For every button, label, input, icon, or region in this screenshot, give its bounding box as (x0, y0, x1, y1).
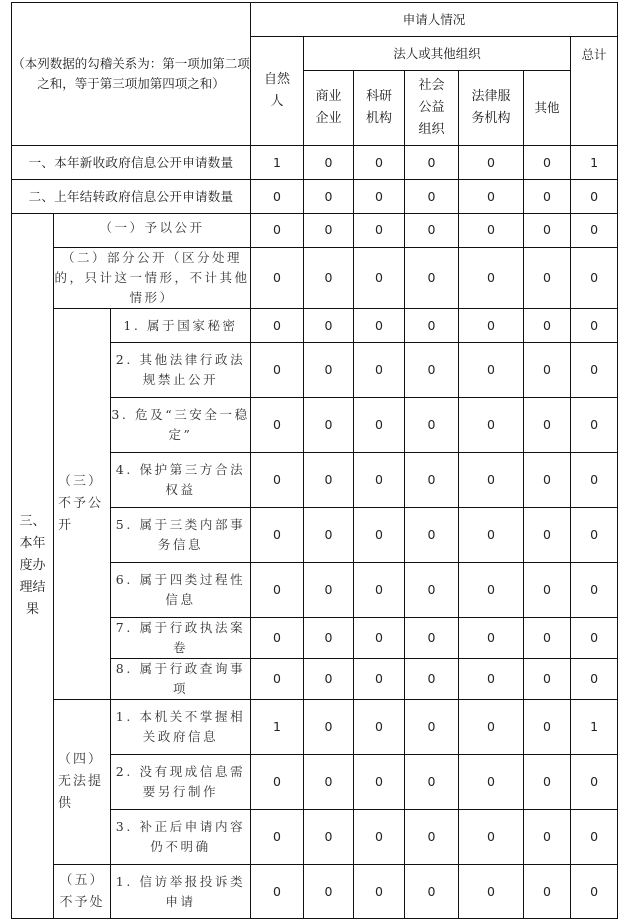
cell-value: 0 (405, 755, 459, 810)
cell-value: 1 (571, 700, 618, 755)
cell-value: 0 (405, 618, 459, 659)
cell-value: 0 (459, 453, 524, 508)
cell-value: 0 (304, 343, 354, 398)
cell-value: 0 (571, 508, 618, 563)
results-label: 三、本年度办理结果 (19, 514, 46, 617)
col-header-other: 其他 (524, 71, 571, 146)
table-row (12, 700, 618, 755)
cell-value: 0 (571, 618, 618, 659)
cell-value: 0 (304, 453, 354, 508)
cell-value: 0 (571, 659, 618, 700)
row-label: 6. 属于四类过程性信息 (111, 563, 251, 618)
cell-value: 0 (524, 755, 571, 810)
cell-value: 0 (354, 755, 405, 810)
group-label: （三）不予公开 (58, 474, 104, 533)
cell-value: 0 (459, 700, 524, 755)
cell-value: 0 (571, 309, 618, 343)
cell-value: 0 (571, 343, 618, 398)
cell-value: 0 (459, 180, 524, 214)
cell-value: 0 (251, 755, 304, 810)
table-row (12, 214, 618, 248)
cell-value: 0 (304, 563, 354, 618)
cell-value: 0 (304, 146, 354, 180)
header-row-1 (12, 3, 618, 37)
cell-value: 0 (459, 343, 524, 398)
group-label: （五）不予处 (59, 872, 105, 910)
cell-value: 0 (251, 865, 304, 919)
cell-value: 0 (251, 563, 304, 618)
cell-value: 0 (405, 146, 459, 180)
cell-value: 0 (459, 508, 524, 563)
cell-value: 0 (405, 453, 459, 508)
cell-value: 0 (354, 343, 405, 398)
row-label: 7. 属于行政执法案卷 (111, 618, 251, 659)
cell-value: 0 (405, 398, 459, 453)
cell-value: 0 (304, 618, 354, 659)
group-label: （四）无法提供 (58, 752, 104, 811)
cell-value: 0 (251, 810, 304, 865)
cell-value: 0 (524, 146, 571, 180)
cell-value: 0 (354, 309, 405, 343)
row-label: 2. 没有现成信息需要另行制作 (111, 755, 251, 810)
cell-value: 0 (459, 755, 524, 810)
col-header-research (354, 71, 405, 146)
col-label: 科研机构 (366, 89, 393, 126)
cell-value: 0 (354, 180, 405, 214)
cell-value: 0 (405, 180, 459, 214)
cell-value: 0 (304, 309, 354, 343)
cell-value: 0 (251, 453, 304, 508)
table-row (12, 180, 618, 214)
cell-value: 0 (405, 659, 459, 700)
cell-value: 0 (524, 309, 571, 343)
cell-value: 0 (524, 248, 571, 309)
cell-value: 0 (524, 700, 571, 755)
cell-value: 0 (459, 146, 524, 180)
cell-value: 0 (571, 865, 618, 919)
cell-value: 0 (251, 214, 304, 248)
cell-value: 0 (405, 508, 459, 563)
row-label: 5. 属于三类内部事务信息 (111, 508, 251, 563)
cell-value: 0 (524, 508, 571, 563)
row-label: 一、本年新收政府信息公开申请数量 (12, 146, 251, 180)
cell-value: 1 (251, 700, 304, 755)
cell-value: 0 (251, 659, 304, 700)
row-label: 1. 信访举报投诉类申请 (111, 865, 251, 919)
cell-value: 0 (251, 618, 304, 659)
not-disclosed-group-label (54, 309, 111, 700)
col-header-nonprofit (405, 71, 459, 146)
cell-value: 0 (405, 810, 459, 865)
cell-value: 0 (524, 563, 571, 618)
cell-value: 0 (459, 618, 524, 659)
cell-value: 0 (459, 309, 524, 343)
cell-value: 0 (459, 214, 524, 248)
cell-value: 0 (524, 659, 571, 700)
cell-value: 0 (405, 700, 459, 755)
cell-value: 0 (571, 214, 618, 248)
col-label: 商业企业 (315, 89, 342, 126)
cell-value: 0 (304, 398, 354, 453)
cell-value: 0 (571, 398, 618, 453)
cell-value: 0 (304, 659, 354, 700)
reconciliation-note: （本列数据的勾稽关系为：第一项加第二项之和，等于第三项加第四项之和） (12, 3, 251, 146)
cell-value: 0 (405, 214, 459, 248)
cell-value: 0 (459, 563, 524, 618)
row-label: 二、上年结转政府信息公开申请数量 (12, 180, 251, 214)
cell-value: 0 (304, 700, 354, 755)
unable-group-label (54, 700, 111, 865)
row-label: （二）部分公开（区分处理的，只计这一情形，不计其他情形） (54, 248, 251, 309)
cell-value: 0 (354, 398, 405, 453)
cell-value: 0 (524, 453, 571, 508)
row-label: 1. 本机关不掌握相关政府信息 (111, 700, 251, 755)
cell-value: 0 (524, 398, 571, 453)
row-label: （一）予以公开 (54, 214, 251, 248)
disclosure-statistics-table (11, 2, 618, 919)
cell-value: 0 (354, 659, 405, 700)
cell-value: 0 (524, 618, 571, 659)
not-processed-group-label (54, 865, 111, 919)
cell-value: 0 (354, 618, 405, 659)
results-section-label (12, 214, 54, 919)
cell-value: 0 (354, 563, 405, 618)
row-label: 3. 危及“三安全一稳定” (111, 398, 251, 453)
cell-value: 0 (354, 508, 405, 563)
cell-value: 0 (304, 248, 354, 309)
cell-value: 0 (571, 248, 618, 309)
cell-value: 0 (354, 146, 405, 180)
cell-value: 1 (571, 146, 618, 180)
table-row (12, 309, 618, 343)
cell-value: 0 (354, 810, 405, 865)
cell-value: 0 (354, 453, 405, 508)
col-label: 法律服务机构 (471, 89, 511, 126)
cell-value: 0 (459, 659, 524, 700)
cell-value: 0 (251, 248, 304, 309)
cell-value: 0 (524, 214, 571, 248)
cell-value: 0 (571, 180, 618, 214)
cell-value: 0 (571, 810, 618, 865)
cell-value: 0 (571, 453, 618, 508)
col-header-business (304, 71, 354, 146)
cell-value: 0 (459, 865, 524, 919)
cell-value: 0 (571, 563, 618, 618)
table-row (12, 865, 618, 919)
cell-value: 0 (354, 248, 405, 309)
cell-value: 0 (354, 700, 405, 755)
cell-value: 1 (251, 146, 304, 180)
cell-value: 0 (524, 180, 571, 214)
cell-value: 0 (405, 865, 459, 919)
legal-group-header: 法人或其他组织 (304, 37, 571, 71)
total-header (571, 37, 618, 146)
cell-value: 0 (251, 343, 304, 398)
col-header-legal-services (459, 71, 524, 146)
cell-value: 0 (251, 398, 304, 453)
cell-value: 0 (251, 180, 304, 214)
cell-value: 0 (304, 865, 354, 919)
cell-value: 0 (304, 810, 354, 865)
row-label: 8. 属于行政查询事项 (111, 659, 251, 700)
cell-value: 0 (251, 309, 304, 343)
cell-value: 0 (524, 343, 571, 398)
cell-value: 0 (405, 563, 459, 618)
cell-value: 0 (304, 508, 354, 563)
cell-value: 0 (304, 214, 354, 248)
cell-value: 0 (459, 398, 524, 453)
row-label: 3. 补正后申请内容仍不明确 (111, 810, 251, 865)
cell-value: 0 (459, 810, 524, 865)
cell-value: 0 (405, 248, 459, 309)
table-row (12, 248, 618, 309)
applicant-header: 申请人情况 (251, 3, 618, 37)
row-label: 4. 保护第三方合法权益 (111, 453, 251, 508)
cell-value: 0 (251, 508, 304, 563)
row-label: 2. 其他法律行政法规禁止公开 (111, 343, 251, 398)
cell-value: 0 (304, 755, 354, 810)
cell-value: 0 (405, 343, 459, 398)
cell-value: 0 (571, 755, 618, 810)
cell-value: 0 (304, 180, 354, 214)
natural-person-header (251, 37, 304, 146)
cell-value: 0 (354, 865, 405, 919)
cell-value: 0 (459, 248, 524, 309)
cell-value: 0 (524, 810, 571, 865)
cell-value: 0 (405, 309, 459, 343)
table-row (12, 146, 618, 180)
cell-value: 0 (524, 865, 571, 919)
col-label: 社会公益组织 (418, 78, 445, 137)
cell-value: 0 (354, 214, 405, 248)
natural-person-label: 自然人 (264, 72, 291, 109)
total-label: 总计 (581, 47, 607, 62)
row-label: 1. 属于国家秘密 (111, 309, 251, 343)
